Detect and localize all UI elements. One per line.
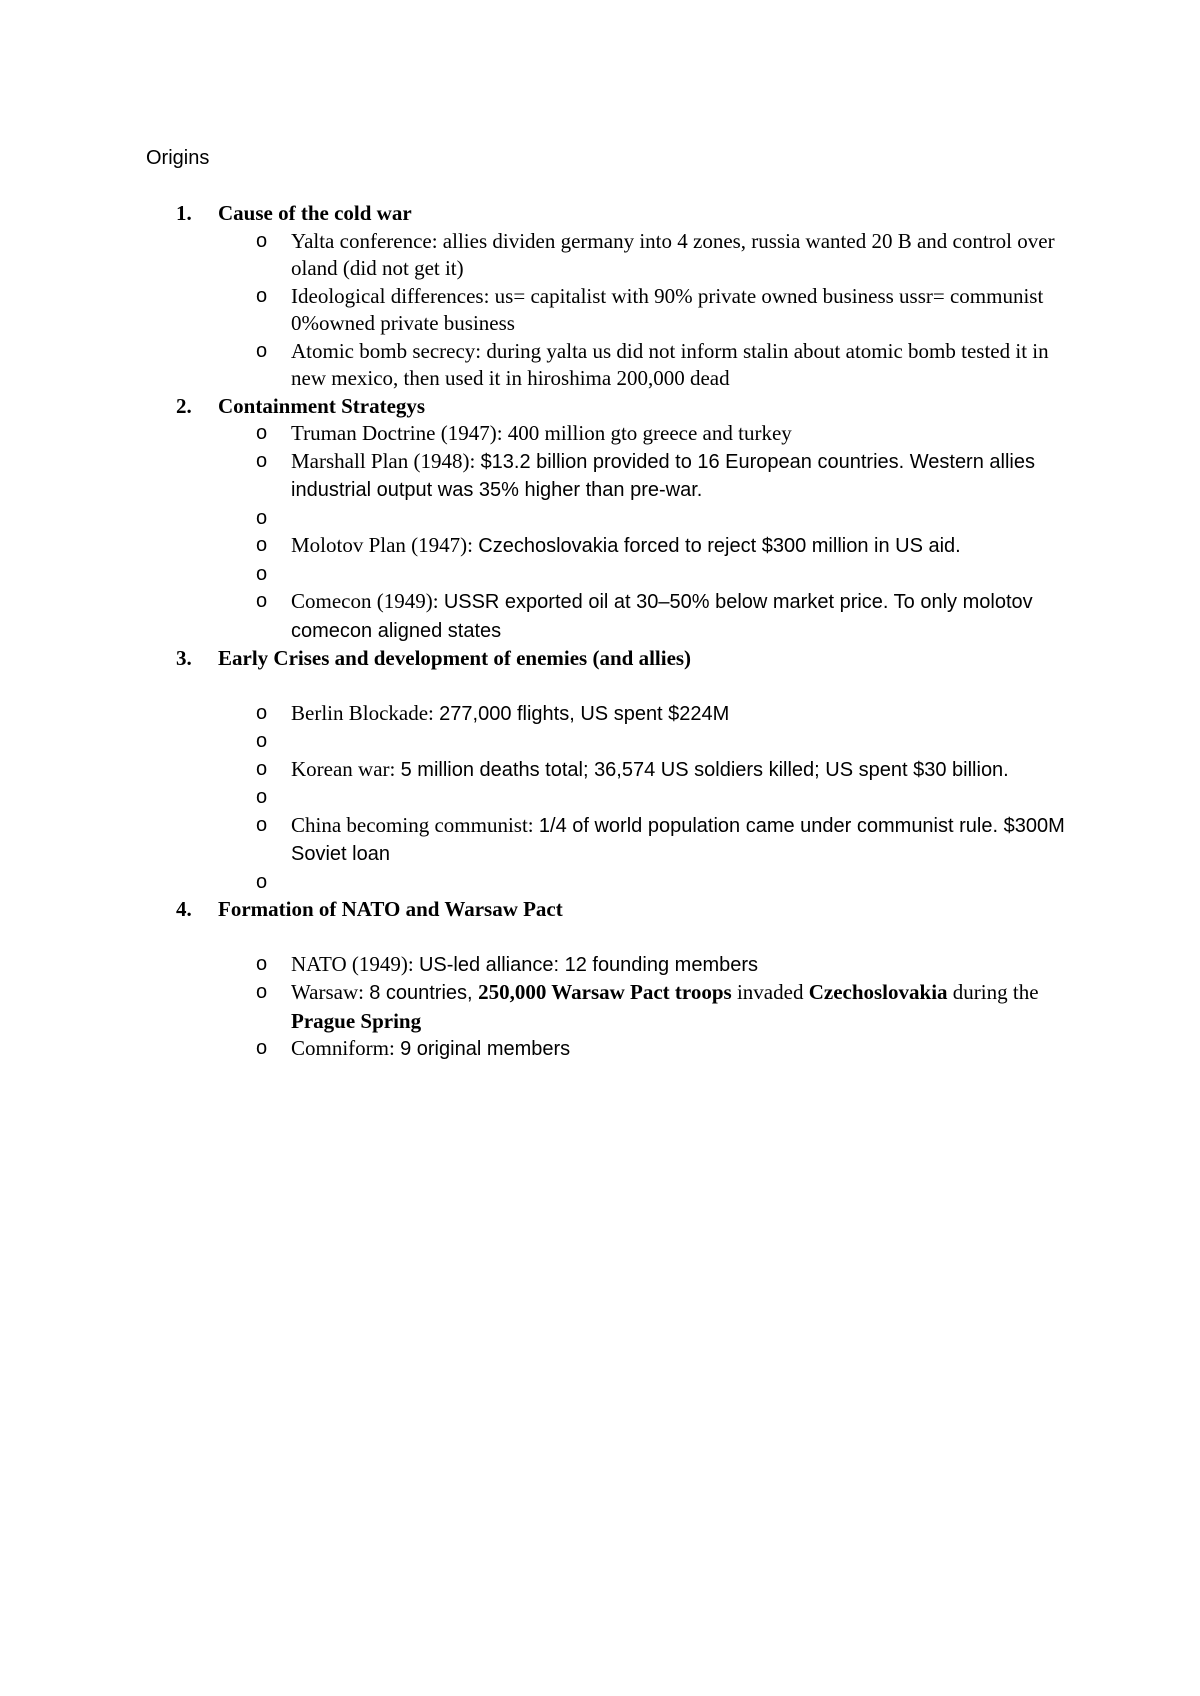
section-4: [176, 896, 1076, 1064]
item-text: 8 countries,: [369, 982, 479, 1004]
bullet-icon: o: [256, 449, 268, 472]
list-item: [176, 448, 1076, 505]
item-text: Czechoslovakia forced to reject $300 million in US aid.: [478, 535, 961, 557]
item-label: Comniform:: [291, 1036, 401, 1060]
bullet-icon: o: [256, 534, 268, 556]
section-title: Formation of NATO and Warsaw Pact: [218, 897, 563, 921]
section-number: 4.: [176, 897, 192, 921]
bullet-icon: o: [256, 701, 268, 724]
item-text: USSR exported oil at 30–50% below market price. To only molotov comecon aligned states: [291, 591, 1033, 642]
item-text: $13.2 billion provided to 16 European countries. Western allies industrial output was 35% higher than pre-war.: [291, 450, 1035, 501]
section-2: [176, 393, 1076, 646]
bullet-icon: o: [256, 506, 268, 529]
item-text: US-led alliance: 12 founding members: [418, 953, 759, 976]
section-number: 1.: [176, 201, 192, 225]
list-item: [176, 700, 1076, 729]
section-3: [176, 645, 1076, 896]
bullet-icon: o: [256, 284, 268, 307]
item-label: Comecon (1949):: [291, 589, 444, 613]
list-item: [176, 338, 1076, 393]
bullet-icon: o: [256, 786, 268, 808]
bullet-icon: o: [256, 1037, 268, 1059]
section-number: 2.: [176, 393, 192, 418]
item-text: Truman Doctrine (1947): 400 million gto greece and turkey: [291, 421, 792, 445]
list-item: [176, 532, 1076, 561]
item-text: invaded: [731, 980, 809, 1004]
item-text: Ideological differences: us= capitalist with 90% private owned business ussr= communist 0%owned private business: [291, 283, 1044, 335]
section-number: 3.: [176, 646, 192, 670]
bullet-icon: o: [256, 590, 268, 612]
bullet-icon: o: [256, 870, 268, 893]
list-item: [176, 283, 1076, 338]
list-item: [176, 420, 1076, 448]
bullet-icon: o: [256, 229, 268, 252]
item-text: during the: [947, 980, 1039, 1004]
bullet-list: [176, 228, 1076, 393]
section-heading: [176, 645, 1076, 673]
list-item: [176, 951, 1076, 980]
item-label: China becoming communist:: [291, 812, 539, 837]
list-item: [176, 756, 1076, 785]
bold-text: 250,000 Warsaw Pact troops: [478, 980, 732, 1004]
list-item: [176, 1035, 1076, 1064]
list-item: [176, 869, 1076, 897]
item-text: 277,000 flights, US spent $224M: [439, 702, 730, 725]
item-label: Warsaw:: [291, 980, 370, 1004]
item-label: Berlin Blockade:: [291, 700, 440, 725]
bullet-icon: o: [256, 422, 268, 444]
document-title: Origins: [146, 147, 210, 169]
section-title: Containment Strategys: [218, 393, 426, 418]
section-heading: [176, 393, 1076, 421]
item-label: Molotov Plan (1947):: [291, 533, 479, 557]
bullet-list: [176, 420, 1076, 645]
list-item: [176, 728, 1076, 756]
item-label: Marshall Plan (1948):: [291, 448, 481, 473]
bullet-list: [176, 951, 1076, 1064]
bold-text: Prague Spring: [291, 1008, 422, 1033]
list-item: [176, 979, 1076, 1035]
bullet-icon: o: [256, 757, 268, 780]
bullet-icon: o: [256, 981, 268, 1003]
bold-text: Czechoslovakia: [808, 980, 948, 1004]
item-text: Atomic bomb secrecy: during yalta us did not inform stalin about atomic bomb tested it in new mexico, then used it in hiroshima 200,000 dead: [291, 338, 1049, 390]
bullet-icon: o: [256, 339, 268, 362]
section-title: Early Crises and development of enemies (and allies): [218, 646, 692, 670]
bullet-icon: o: [256, 813, 268, 836]
list-item: [176, 561, 1076, 589]
list-item: [176, 228, 1076, 283]
list-item: [176, 505, 1076, 533]
item-text: Yalta conference: allies dividen germany into 4 zones, russia wanted 20 B and control over oland (did not get it): [291, 228, 1055, 280]
section-heading: [176, 896, 1076, 924]
item-label: NATO (1949):: [291, 951, 419, 976]
item-text: 9 original members: [400, 1038, 571, 1060]
bullet-icon: o: [256, 952, 268, 975]
numbered-outline: [176, 200, 1076, 1064]
blank-line: [176, 924, 1076, 951]
bullet-list: [176, 700, 1076, 897]
section-1: [176, 200, 1076, 393]
section-heading: [176, 200, 1076, 228]
item-text: 5 million deaths total; 36,574 US soldiers killed; US spent $30 billion.: [400, 758, 1009, 781]
item-text: 1/4 of world population came under communist rule. $300M Soviet loan: [291, 814, 1065, 865]
bullet-icon: o: [256, 562, 268, 585]
section-title: Cause of the cold war: [218, 201, 412, 225]
blank-line: [176, 673, 1076, 700]
list-item: [176, 784, 1076, 812]
list-item: [176, 588, 1076, 645]
bullet-icon: o: [256, 730, 268, 752]
list-item: [176, 812, 1076, 869]
item-label: Korean war:: [291, 756, 401, 781]
